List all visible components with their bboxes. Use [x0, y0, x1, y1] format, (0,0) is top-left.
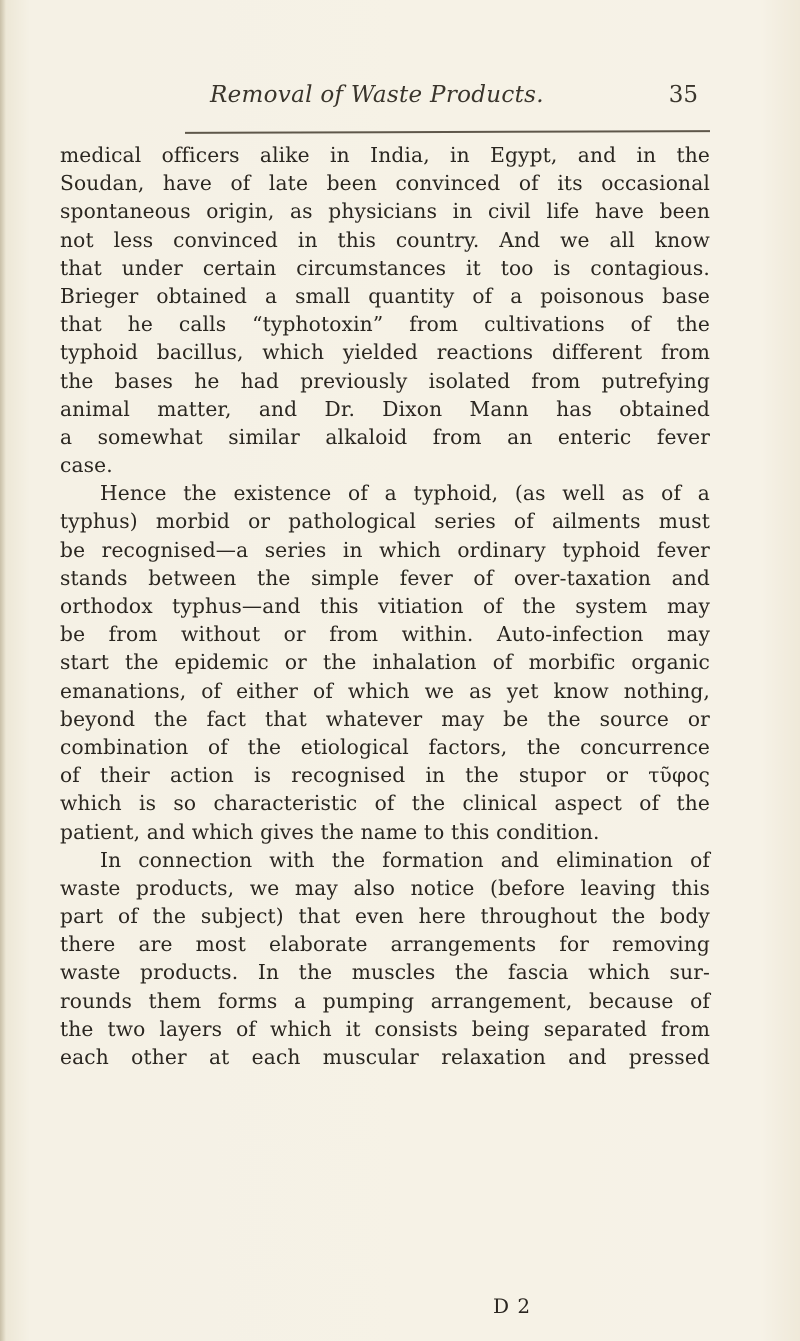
header-rule	[185, 130, 710, 134]
text-line: start the epidemic or the inhalation of morbific organic	[60, 650, 710, 675]
text-line: patient, and which gives the name to this condition.	[60, 819, 600, 844]
text-line: emanations, of either of which we as yet know nothing,	[60, 678, 710, 703]
text-line: a somewhat similar alkaloid from an enteric fever	[60, 424, 710, 449]
text-line: typhus) morbid or pathological series of ailments must	[60, 509, 710, 534]
text-line: that he calls “typhotoxin” from cultivations of the	[60, 312, 710, 337]
text-line: spontaneous origin, as physicians in civil life have been	[60, 199, 710, 224]
text-line: Soudan, have of late been convinced of its occasional	[60, 171, 710, 196]
text-line: part of the subject) that even here throughout the body	[60, 904, 710, 929]
text-line: orthodox typhus—and this vitiation of the system may	[60, 594, 710, 618]
text-line: be from without or from within. Auto-infection may	[60, 622, 710, 647]
page-gutter-shadow	[0, 0, 6, 1341]
text-line: the bases he had previously isolated from putrefying	[60, 368, 710, 393]
text-line: case.	[60, 453, 113, 478]
text-line: each other at each muscular relaxation and pressed	[60, 1045, 710, 1069]
text-line: rounds them forms a pumping arrangement, because of	[60, 988, 710, 1013]
text-line: be recognised—a series in which ordinary typhoid fever	[60, 537, 710, 562]
text-line: which is so characteristic of the clinical aspect of the	[60, 791, 710, 816]
text-line: not less convinced in this country. And we all know	[60, 227, 710, 252]
text-line: stands between the simple fever of over-taxation and	[60, 565, 710, 590]
text-line: medical officers alike in India, in Egypt, and in the	[60, 143, 710, 167]
signature-mark: D 2	[493, 1294, 532, 1318]
text-line: there are most elaborate arrangements for removing	[60, 932, 710, 957]
paragraph-start-line: In connection with the formation and elimination of	[100, 847, 710, 872]
page-number: 35	[668, 82, 698, 108]
text-line: combination of the etiological factors, the concurrence	[60, 734, 710, 759]
running-title: Removal of Waste Products.	[210, 82, 544, 108]
running-head	[60, 82, 710, 122]
text-line: waste products. In the muscles the fascia which sur-	[60, 960, 710, 985]
text-line: of their action is recognised in the stupor or τῦφος	[60, 763, 710, 788]
text-line: the two layers of which it consists being separated from	[60, 1016, 710, 1041]
body-text	[60, 141, 710, 1071]
text-line: that under certain circumstances it too is contagious.	[60, 255, 710, 280]
paragraph-start-line: Hence the existence of a typhoid, (as well as of a	[100, 481, 710, 506]
text-line: waste products, we may also notice (before leaving this	[60, 875, 710, 900]
text-line: animal matter, and Dr. Dixon Mann has obtained	[60, 396, 710, 421]
text-line: beyond the fact that whatever may be the source or	[60, 706, 710, 731]
text-line: typhoid bacillus, which yielded reactions different from	[60, 340, 710, 365]
text-line: Brieger obtained a small quantity of a poisonous base	[60, 283, 710, 308]
